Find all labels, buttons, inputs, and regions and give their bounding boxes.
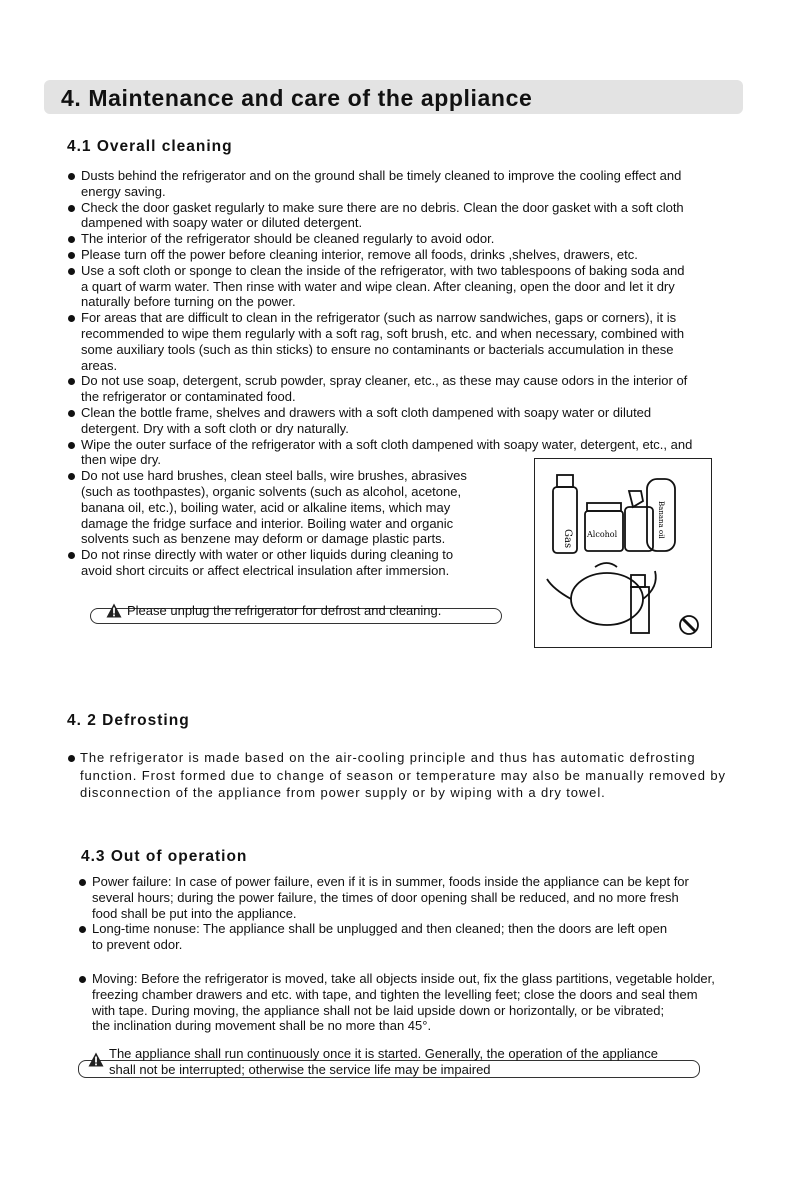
- list-item-line: Check the door gasket regularly to make sure there are no debris. Clean the door gasket with a soft cloth: [81, 199, 684, 215]
- list-item-line: For areas that are difficult to clean in the refrigerator (such as narrow sandwiches, gaps or corners), it is: [81, 310, 677, 326]
- unplug-note-text: Please unplug the refrigerator for defrost and cleaning.: [127, 603, 442, 618]
- list-item-line: The interior of the refrigerator should be cleaned regularly to avoid odor.: [81, 231, 495, 247]
- warning-icon: [106, 603, 122, 618]
- page-title: 4. Maintenance and care of the appliance: [61, 85, 533, 111]
- list-item-line: areas.: [81, 357, 118, 373]
- list-item-line: Dusts behind the refrigerator and on the ground shall be timely cleaned to improve the cooling effect and: [81, 168, 682, 183]
- unplug-note: [106, 603, 441, 619]
- list-item-line: (such as toothpastes), organic solvents (such as alcohol, acetone,: [81, 483, 462, 499]
- list-item: [67, 405, 757, 437]
- section-heading-out-of-operation: 4.3 Out of operation: [81, 848, 248, 865]
- list-item-line: Please turn off the power before cleaning interior, remove all foods, drinks ,shelves, drawers, etc.: [81, 246, 638, 262]
- continuous-run-note: [88, 1046, 658, 1078]
- cleaning-agents-illustration: [534, 458, 712, 648]
- list-item: [67, 168, 757, 200]
- list-item-line: freezing chamber drawers and etc. with tape, and tighten the levelling feet; close the doors and seal them: [92, 986, 698, 1002]
- list-item-line: naturally before turning on the power.: [81, 294, 296, 310]
- defrosting-line: disconnection of the appliance from power supply or by wiping with a dry towel.: [80, 785, 606, 800]
- list-item-line: detergent. Dry with a soft cloth or dry naturally.: [81, 420, 349, 436]
- banana-oil-label: Banana oil: [657, 501, 665, 539]
- list-item: [67, 247, 757, 263]
- list-item-line: solvents such as benzene may deform or damage plastic parts.: [81, 531, 446, 547]
- list-item-line: a quart of warm water. Then rinse with water and wipe clean. After cleaning, open the door and let it dry: [81, 278, 675, 294]
- list-item-line: Do not use soap, detergent, scrub powder, spray cleaner, etc., as these may cause odors in the interior of: [81, 373, 688, 389]
- list-item-line: food shall be put into the appliance.: [92, 905, 297, 921]
- list-item: [67, 263, 757, 310]
- list-item-line: Do not use hard brushes, clean steel balls, wire brushes, abrasives: [81, 468, 467, 484]
- list-item-line: with tape. During moving, the appliance shall not be laid upside down or horizontally, or be vibrated;: [92, 1002, 665, 1018]
- list-item: [67, 310, 757, 373]
- illustration-drawing: [535, 459, 711, 647]
- list-item: [78, 921, 778, 953]
- list-item-line: banana oil, etc.), boiling water, acid or alkaline items, which may: [81, 499, 451, 515]
- list-item: [67, 231, 757, 247]
- defrosting-line: function. Frost formed due to change of season or temperature may also be manually removed by: [80, 767, 726, 783]
- list-item: [78, 971, 778, 1034]
- list-item-line: Use a soft cloth or sponge to clean the inside of the refrigerator, with two tablespoons of baking soda and: [81, 262, 685, 278]
- list-item-line: avoid short circuits or affect electrical insulation after immersion.: [81, 562, 450, 578]
- list-item-line: dampened with soapy water or diluted detergent.: [81, 215, 363, 231]
- list-item-line: the refrigerator or contaminated food.: [81, 389, 296, 405]
- list-item: [67, 373, 757, 405]
- alcohol-label: Alcohol: [587, 530, 618, 539]
- list-item-line: several hours; during the power failure, the times of door opening shall be reduced, and no more fresh: [92, 889, 679, 905]
- page-title-bar: [44, 80, 743, 114]
- continuous-run-note-line: shall not be interrupted; otherwise the service life may be impaired: [109, 1061, 491, 1077]
- list-item-line: Do not rinse directly with water or other liquids during cleaning to: [81, 547, 454, 563]
- list-item-line: then wipe dry.: [81, 452, 161, 468]
- list-item-line: damage the fridge surface and interior. Boiling water and organic: [81, 515, 454, 531]
- section-heading-defrosting: 4. 2 Defrosting: [67, 712, 190, 729]
- gas-label: Gas: [562, 529, 573, 549]
- list-item-line: Clean the bottle frame, shelves and drawers with a soft cloth dampened with soapy water or diluted: [81, 404, 652, 420]
- list-item-line: to prevent odor.: [92, 937, 183, 953]
- list-item-line: energy saving.: [81, 183, 166, 199]
- list-item-line: the inclination during movement shall be no more than 45°.: [92, 1018, 432, 1034]
- list-item: [78, 874, 778, 921]
- list-item-line: Power failure: In case of power failure, even if it is in summer, foods inside the appliance can be kept for: [92, 874, 689, 889]
- list-item-line: Long-time nonuse: The appliance shall be unplugged and then cleaned; then the doors are left open: [92, 921, 668, 937]
- list-item-line: some auxiliary tools (such as thin sticks) to ensure no contaminants or bacterials accumulation in these: [81, 341, 674, 357]
- warning-icon: [88, 1052, 104, 1067]
- list-item-line: Wipe the outer surface of the refrigerator with a soft cloth dampened with soapy water, detergent, etc., and: [81, 436, 693, 452]
- list-item-line: Moving: Before the refrigerator is moved, take all objects inside out, fix the glass partitions, vegetable holder,: [92, 970, 715, 986]
- out-of-operation-list: [78, 874, 778, 1034]
- defrosting-line: The refrigerator is made based on the air-cooling principle and thus has automatic defrosting: [67, 749, 747, 767]
- list-item-line: recommended to wipe them regularly with a soft rag, soft brush, etc. and when necessary, combined with: [81, 325, 685, 341]
- defrosting-paragraph: [67, 749, 747, 802]
- section-heading-overall-cleaning: 4.1 Overall cleaning: [67, 138, 233, 155]
- list-item: [67, 200, 757, 232]
- continuous-run-note-line: The appliance shall run continuously once it is started. Generally, the operation of the appliance: [109, 1046, 658, 1061]
